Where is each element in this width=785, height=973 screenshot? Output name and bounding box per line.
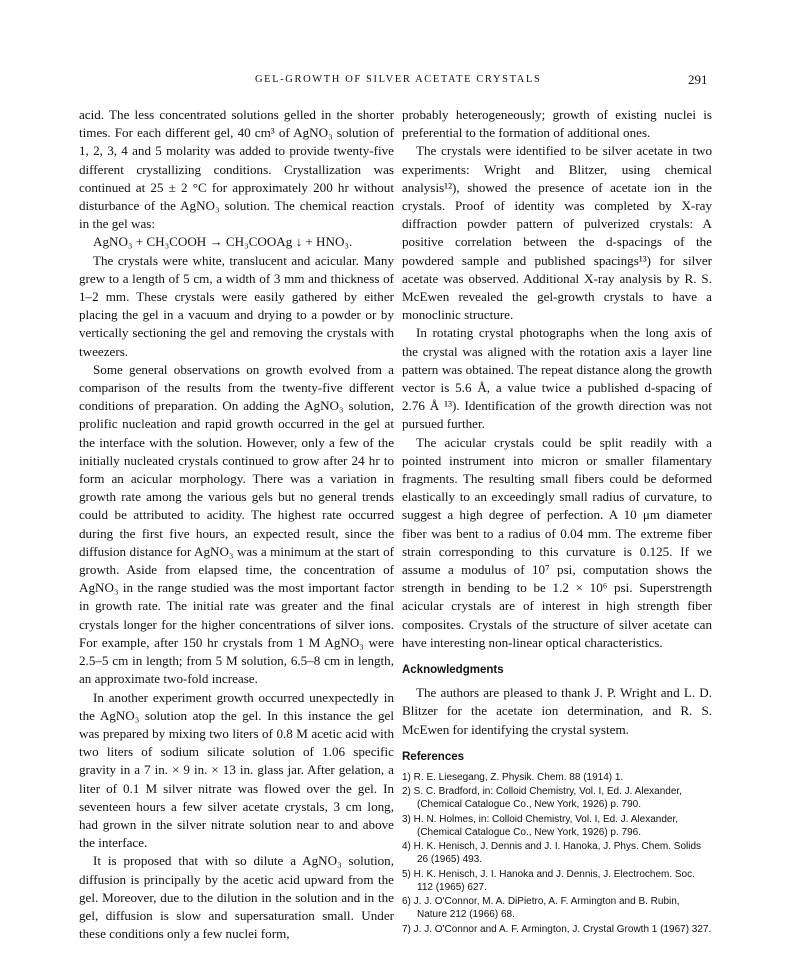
acknowledgments-text: The authors are pleased to thank J. P. Wright and L. D. Blitzer for the acetate ion determination, and R. S. McEwen for identifying the crystal system.	[402, 685, 712, 737]
running-head	[0, 74, 785, 94]
reference-item: 4) H. K. Henisch, J. Dennis and J. I. Hanoka, J. Phys. Chem. Solids 26 (1965) 493.	[402, 841, 702, 866]
reference-item: 7) J. J. O'Connor and A. F. Armington, J. Crystal Growth 1 (1967) 327.	[402, 923, 712, 935]
right-column	[402, 106, 712, 937]
paragraph-proposed-mechanism: It is proposed that with so dilute a AgNO₃ solution, diffusion is principally by the acetic acid upward from the gel. Moreover, due to the dilution in the solution and in the gel, diffusion is slow and supersaturation small. Under these conditions only a few nuclei form,	[79, 853, 394, 942]
paragraph-continued: acid. The less concentrated solutions gelled in the shorter times. For each different gel, 40 cm³ of AgNO₃ solution of 1, 2, 3, 4 and 5 molarity was added to provide twenty-five different crystallizing conditions. Crystallization was continued at 25 ± 2 °C for approximately 200 hr without disturbance of the AgNO₃ solution. The chemical reaction in the gel was:	[79, 107, 394, 232]
paragraph-acicular-fibers: The acicular crystals could be split readily with a pointed instrument into micron or smaller filamentary fragments. The resulting small fibers could be deformed elastically to an exceedingly small radius of curvature, to suggest a high degree of perfection. A 10 μm diameter fiber was bent to a radius of 0.04 mm. The extreme fiber strain corresponding to this curvature is 0.125. If we assume a modulus of 10⁷ psi, computation shows the strength in bending to be 1.2 × 10⁶ psi. Superstrength acicular crystals are of interest in high strength fiber composites. Crystals of the structure of silver acetate can have interesting non-linear optical characteristics.	[402, 434, 712, 650]
acknowledgments-heading: Acknowledgments	[402, 664, 504, 677]
reference-item: 6) J. J. O'Connor, M. A. DiPietro, A. F. Armington and B. Rubin, Nature 212 (1966) 68.	[402, 896, 680, 921]
paragraph-identification: The crystals were identified to be silver acetate in two experiments: Wright and Blitzer, using chemical analysis¹²), showed the presence of acetate ion in the crystals. Proof of identity was completed by X-ray diffraction powder pattern of pulverized crystals: A positive correlation between the d-spacings of the powdered sample and published spacings¹³) for silver acetate was observed. Additional X-ray analysis by R. S. McEwen revealed the gel-growth crystals to have a monoclinic structure.	[402, 143, 712, 323]
reference-item: 5) H. K. Henisch, J. I. Hanoka and J. Dennis, J. Electrochem. Soc. 112 (1965) 627.	[402, 868, 695, 893]
paragraph-rotating-crystal: In rotating crystal photographs when the long axis of the crystal was aligned with the rotation axis a layer line pattern was obtained. The repeat distance along the growth vector is 5.6 Å, a value twice a published d-spacing of 2.76 Å ¹³). Identification of the growth direction was not pursued further.	[402, 325, 712, 432]
reference-item: 1) R. E. Liesegang, Z. Physik. Chem. 88 (1914) 1.	[402, 771, 624, 783]
paragraph-growth-observations: Some general observations on growth evolved from a comparison of the results from the twenty-five different conditions of preparation. On adding the AgNO₃ solution, prolific nucleation and rapid growth occurred in the gel at the interface with the solution. However, only a few of the initially nucleated crystals continued to grow after 24 hr to form an acicular morphology. There was a variation in growth rate among the various gels but no general trends could be attributed to acidity. The highest rate occurred during the first five hours, an expected result, since the diffusion distance for AgNO₃ was a minimum at the start of growth. Aside from elapsed time, the concentration of AgNO₃ in the range studied was the most important factor in growth rate. The initial rate was greater and the final crystals longer for the higher concentrations of silver ions. For example, after 150 hr crystals from 1 M AgNO₃ were 2.5–5 cm in length; from 5 M solution, 6.5–8 cm in length, an approximate two-fold increase.	[79, 361, 394, 687]
references-list	[402, 771, 712, 936]
paragraph-crystal-description: The crystals were white, translucent and acicular. Many grew to a length of 5 cm, a width of 3 mm and thickness of 1–2 mm. These crystals were easily gathered by either placing the gel in a vacuum and drying to a powder or by vertically sectioning the gel and removing the crystals with tweezers.	[79, 252, 394, 359]
running-title: GEL-GROWTH OF SILVER ACETATE CRYSTALS	[255, 74, 542, 85]
page-number: 291	[688, 72, 708, 87]
references-heading: References	[402, 750, 465, 763]
chemical-equation: AgNO₃ + CH₃COOH → CH₃COOAg ↓ + HNO₃.	[93, 234, 353, 250]
paragraph-another-experiment: In another experiment growth occurred unexpectedly in the AgNO₃ solution atop the gel. In this instance the gel was prepared by mixing two liters of 0.8 M acetic acid with two liters of sodium silicate solution of 1.06 specific gravity in a 7 in. × 9 in. × 13 in. glass jar. After gelation, a liter of 0.1 M silver nitrate was flowed over the gel. In seventeen hours a few silver acetate crystals, 3 cm long, had grown in the silver nitrate solution near to and above the interface.	[79, 689, 394, 851]
reference-item: 3) H. N. Holmes, in: Colloid Chemistry, Vol. I, Ed. J. Alexander, (Chemical Catalogue Co., New York, 1926) p. 796.	[402, 813, 679, 838]
reference-item: 2) S. C. Bradford, in: Colloid Chemistry, Vol. I, Ed. J. Alexander, (Chemical Catalogue Co., New York, 1926) p. 790.	[402, 786, 682, 811]
paragraph-continued-right: probably heterogeneously; growth of existing nuclei is preferential to the formation of additional ones.	[402, 107, 712, 141]
left-column	[79, 106, 394, 943]
